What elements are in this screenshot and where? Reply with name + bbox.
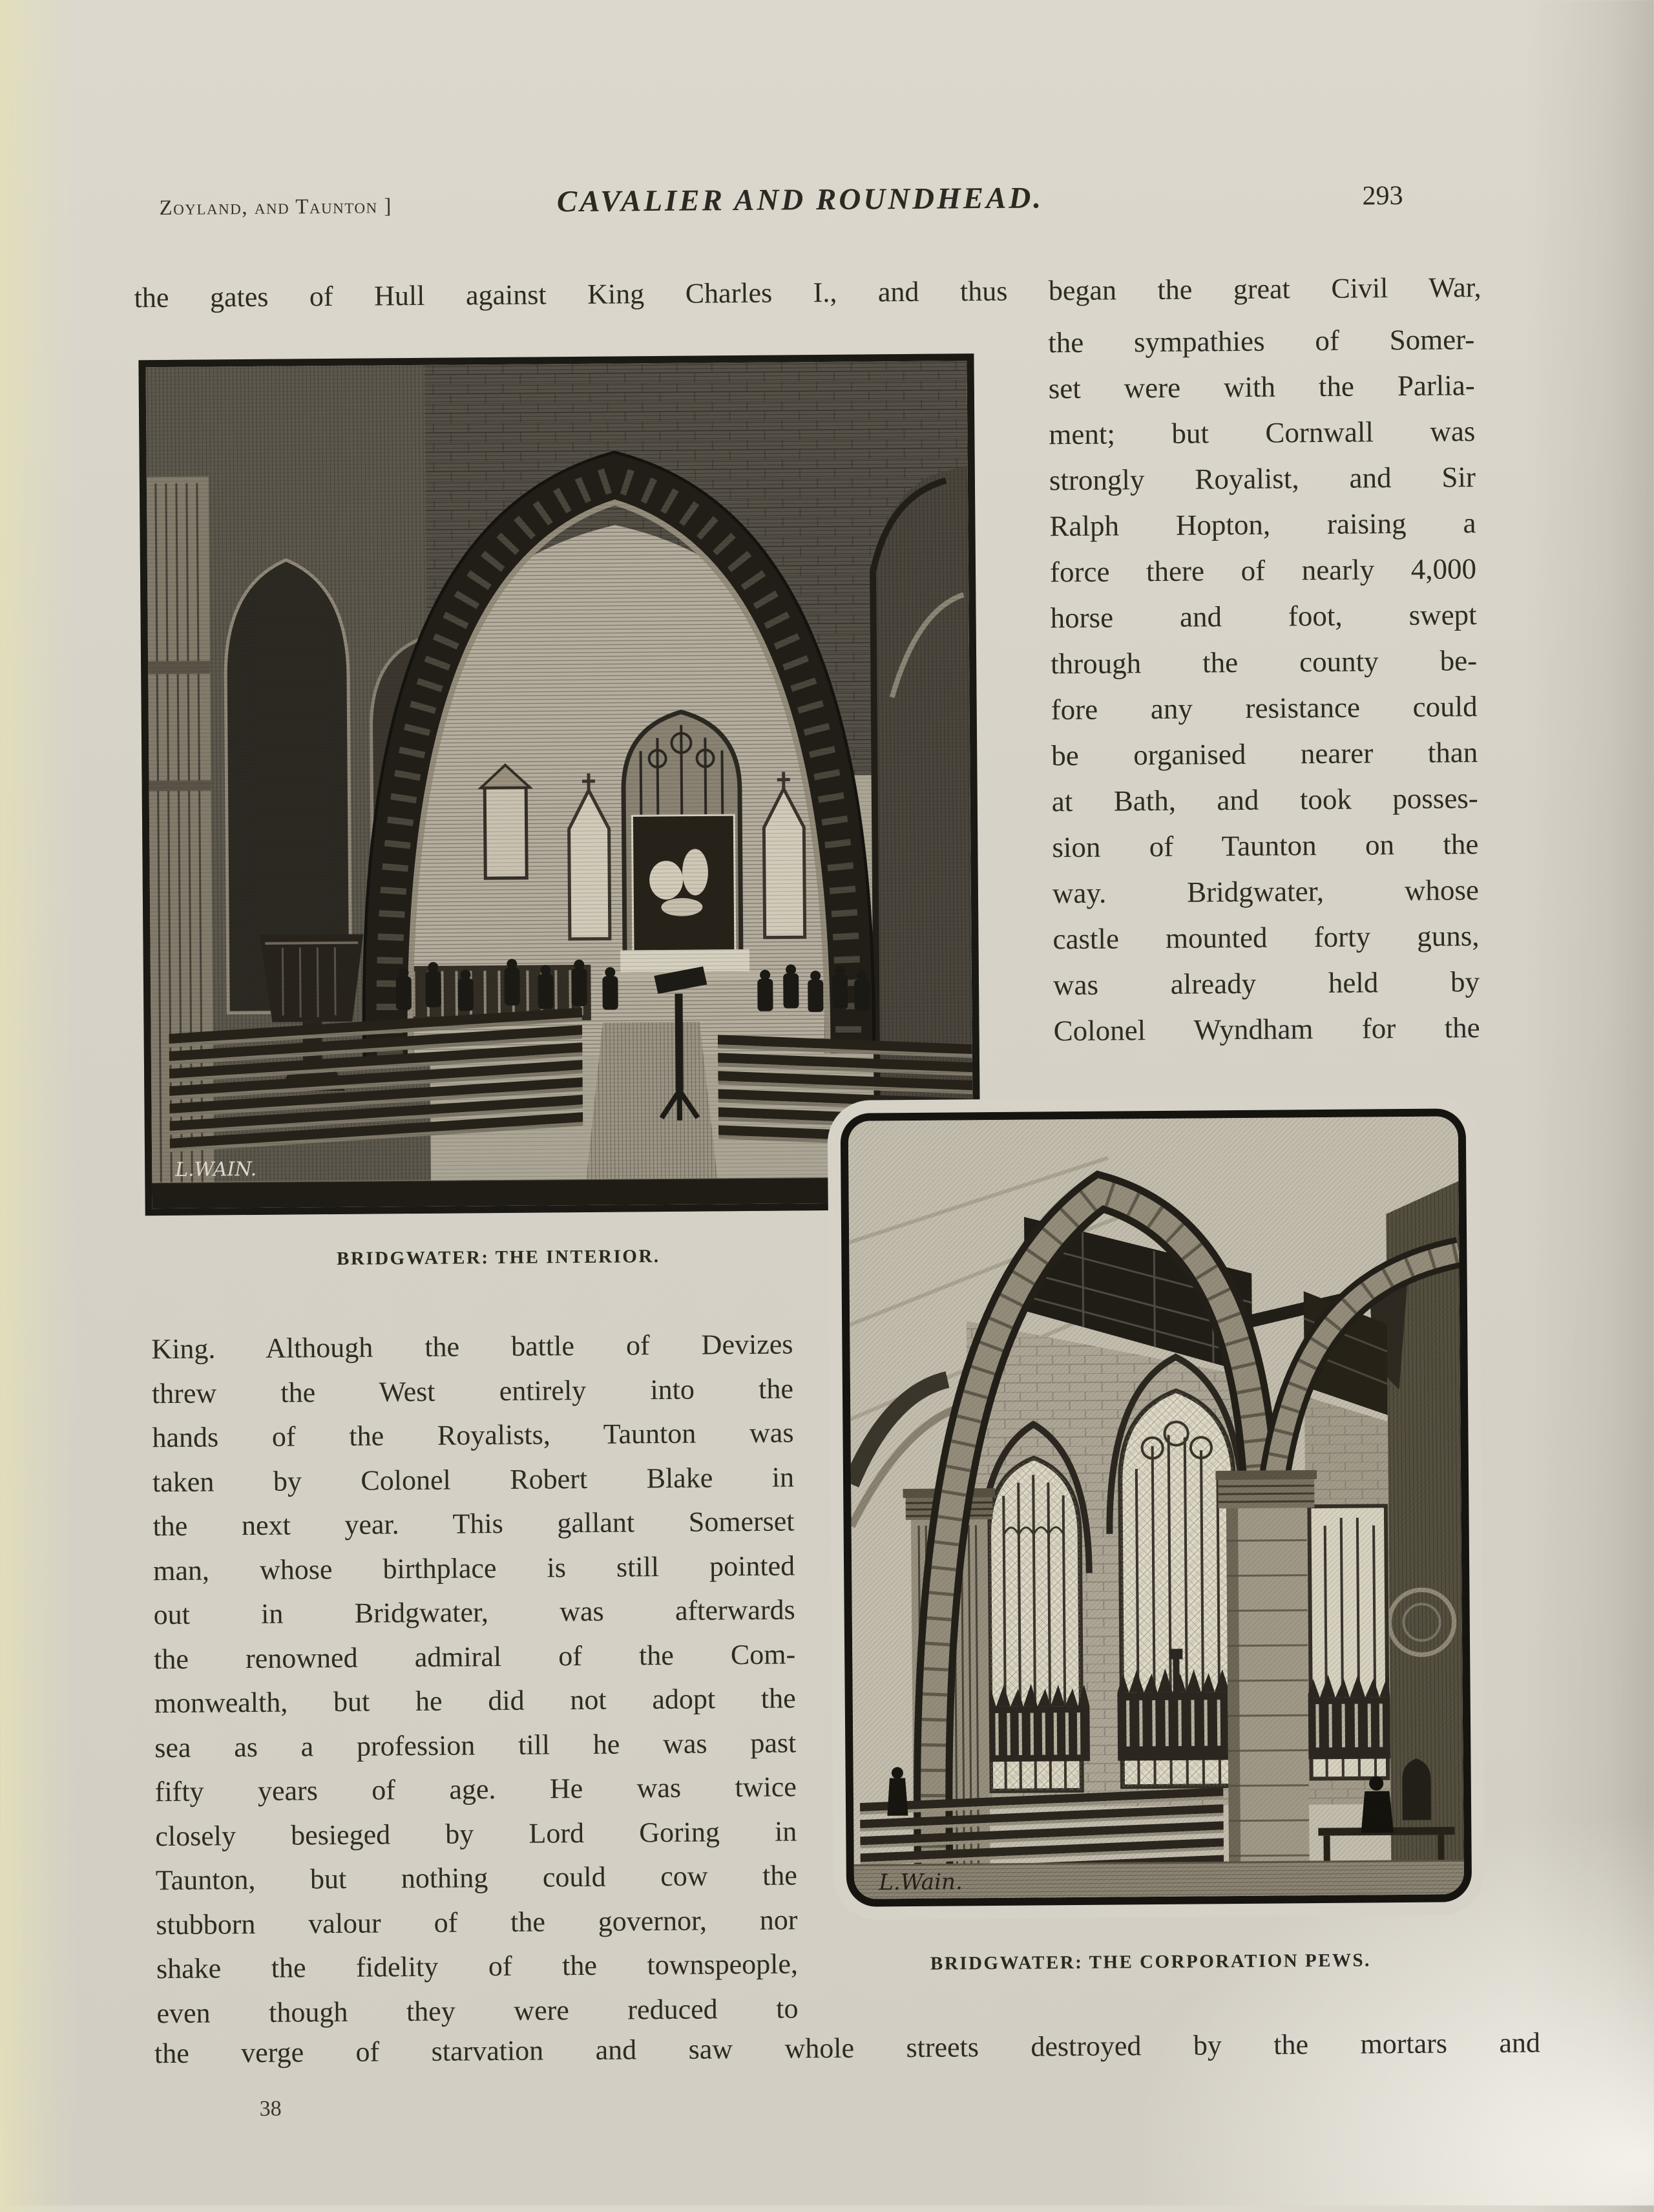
left-column [151,1322,799,2036]
text-line: the sympathies of Somer- [1048,323,1475,359]
artist-signature-interior: L.WAIN. [175,1157,257,1181]
text-line: be organised nearer than [1051,736,1478,772]
text-line: fifty years of age. He was twice [154,1771,797,1808]
text-line: stubborn valour of the governor, nor [156,1903,798,1941]
text-line: was already held by [1052,965,1480,1002]
text-line: King. Although the battle of Devizes [151,1328,793,1365]
text-line: monwealth, but he did not adopt the [154,1682,796,1720]
text-line: even though they were reduced to [156,1992,799,2029]
body-intro-line: the gates of Hull against King Charles I., and thus began the great Civil War, [134,271,1481,314]
text-line: through the county be- [1050,644,1478,680]
text-line: force there of nearly 4,000 [1049,553,1477,589]
text-line: Colonel Wyndham for the [1053,1011,1480,1048]
text-line: strongly Royalist, and Sir [1049,461,1476,497]
text-line: the renowned admiral of the Com- [153,1638,796,1675]
text-line: hands of the Royalists, Taunton was [152,1417,794,1454]
printers-signature-mark: 38 [259,2096,282,2121]
text-line: horse and foot, swept [1050,598,1477,635]
figure-caption-interior: BRIDGWATER: THE INTERIOR. [336,1246,660,1269]
text-line: taken by Colonel Robert Blake in [152,1460,795,1498]
text-line: man, whose birthplace is still pointed [152,1549,795,1586]
text-line: Ralph Hopton, raising a [1049,507,1476,543]
text-line: way. Bridgwater, whose [1052,874,1480,910]
text-line: threw the West entirely into the [151,1372,794,1409]
text-line: fore any resistance could [1051,690,1478,726]
text-line: at Bath, and took posses- [1051,782,1478,818]
text-line: sea as a profession till he was past [154,1726,797,1764]
figure-caption-pews: BRIDGWATER: THE CORPORATION PEWS. [930,1950,1371,1974]
engraving-pews-image [848,1116,1464,1899]
text-line: castle mounted forty guns, [1052,920,1480,956]
engraving-bridgwater-interior [138,353,980,1216]
artist-signature-pews: L.Wain. [878,1869,963,1896]
text-line: shake the fidelity of the townspeople, [156,1948,799,1985]
body-bottom-line: the verge of starvation and saw whole streets destroyed by the mortars and [154,2027,1541,2070]
text-line: out in Bridgwater, was afterwards [153,1594,795,1631]
running-head-title: CAVALIER AND ROUNDHEAD. [556,181,1044,219]
text-line: set were with the Parlia- [1048,369,1475,405]
engraving-bridgwater-corporation-pews [841,1108,1472,1907]
right-column [1048,317,1480,1054]
text-line: Taunton, but nothing could cow the [155,1859,798,1897]
engraving-interior-image [145,361,973,1208]
text-line: sion of Taunton on the [1052,828,1479,864]
text-line: the next year. This gallant Somerset [152,1505,795,1543]
page-number: 293 [1362,180,1403,211]
running-head-section: Zoyland, and Taunton ] [159,195,393,220]
text-line: closely besieged by Lord Goring in [155,1815,797,1852]
text-line: ment; but Cornwall was [1049,415,1476,451]
